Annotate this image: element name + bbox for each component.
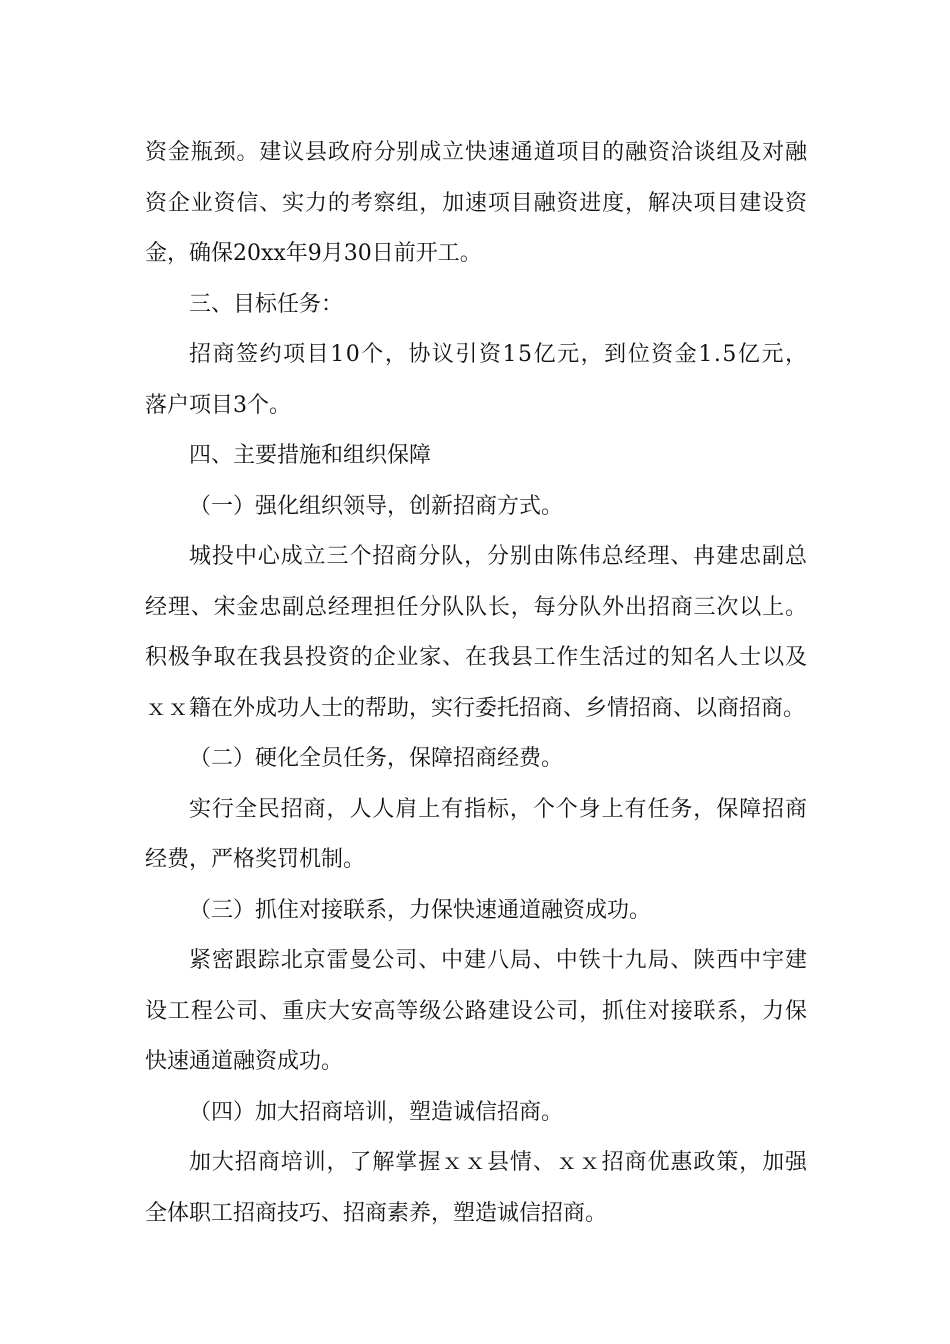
paragraph xyxy=(145,785,807,886)
text-line: （一）强化组织领导，创新招商方式。 xyxy=(189,493,564,519)
text-line: 资金瓶颈。建议县政府分别成立快速通道项目的融资洽谈组及对融 xyxy=(145,140,808,165)
text-line: 城投中心成立三个招商分队，分别由陈伟总经理、冉建忠副总 xyxy=(189,544,808,569)
paragraph xyxy=(145,431,807,482)
paragraph xyxy=(145,532,807,734)
text-line: 金，确保20xx年9月30日前开工。 xyxy=(145,241,482,266)
text-line: 经理、宋金忠副总经理担任分队队长，每分队外出招商三次以上。 xyxy=(145,594,808,620)
text-line: （二）硬化全员任务，保障招商经费。 xyxy=(189,746,564,771)
paragraph xyxy=(145,886,807,937)
document-body xyxy=(145,128,807,1239)
text-line: （三）抓住对接联系，力保快速通道融资成功。 xyxy=(189,897,652,923)
text-line: （四）加大招商培训，塑造诚信招商。 xyxy=(189,1099,564,1125)
text-line: 经费，严格奖罚机制。 xyxy=(145,847,366,872)
paragraph xyxy=(145,734,807,785)
text-line: 紧密跟踪北京雷曼公司、中建八局、中铁十九局、陕西中宇建 xyxy=(189,948,808,973)
paragraph xyxy=(145,482,807,533)
paragraph xyxy=(145,936,807,1088)
text-line: 三、目标任务： xyxy=(189,291,344,317)
text-line: 快速通道融资成功。 xyxy=(145,1049,344,1074)
paragraph xyxy=(145,280,807,331)
paragraph xyxy=(145,128,807,280)
text-line: ｘｘ籍在外成功人士的帮助，实行委托招商、乡情招商、以商招商。 xyxy=(145,695,806,721)
paragraph xyxy=(145,1088,807,1139)
text-line: 积极争取在我县投资的企业家、在我县工作生活过的知名人士以及 xyxy=(145,645,808,670)
text-line: 加大招商培训，了解掌握ｘｘ县情、ｘｘ招商优惠政策，加强 xyxy=(189,1150,808,1175)
text-line: 实行全民招商，人人肩上有指标，个个身上有任务，保障招商 xyxy=(189,796,808,822)
paragraph xyxy=(145,1138,807,1239)
text-line: 招商签约项目10个，协议引资15亿元，到位资金1.5亿元， xyxy=(189,342,809,367)
paragraph xyxy=(145,330,807,431)
text-line: 设工程公司、重庆大安高等级公路建设公司，抓住对接联系，力保 xyxy=(145,998,808,1024)
text-line: 落户项目3个。 xyxy=(145,392,291,418)
text-line: 全体职工招商技巧、招商素养，塑造诚信招商。 xyxy=(145,1200,608,1226)
text-line: 资企业资信、实力的考察组，加速项目融资进度，解决项目建设资 xyxy=(145,190,808,216)
text-line: 四、主要措施和组织保障 xyxy=(189,443,432,468)
